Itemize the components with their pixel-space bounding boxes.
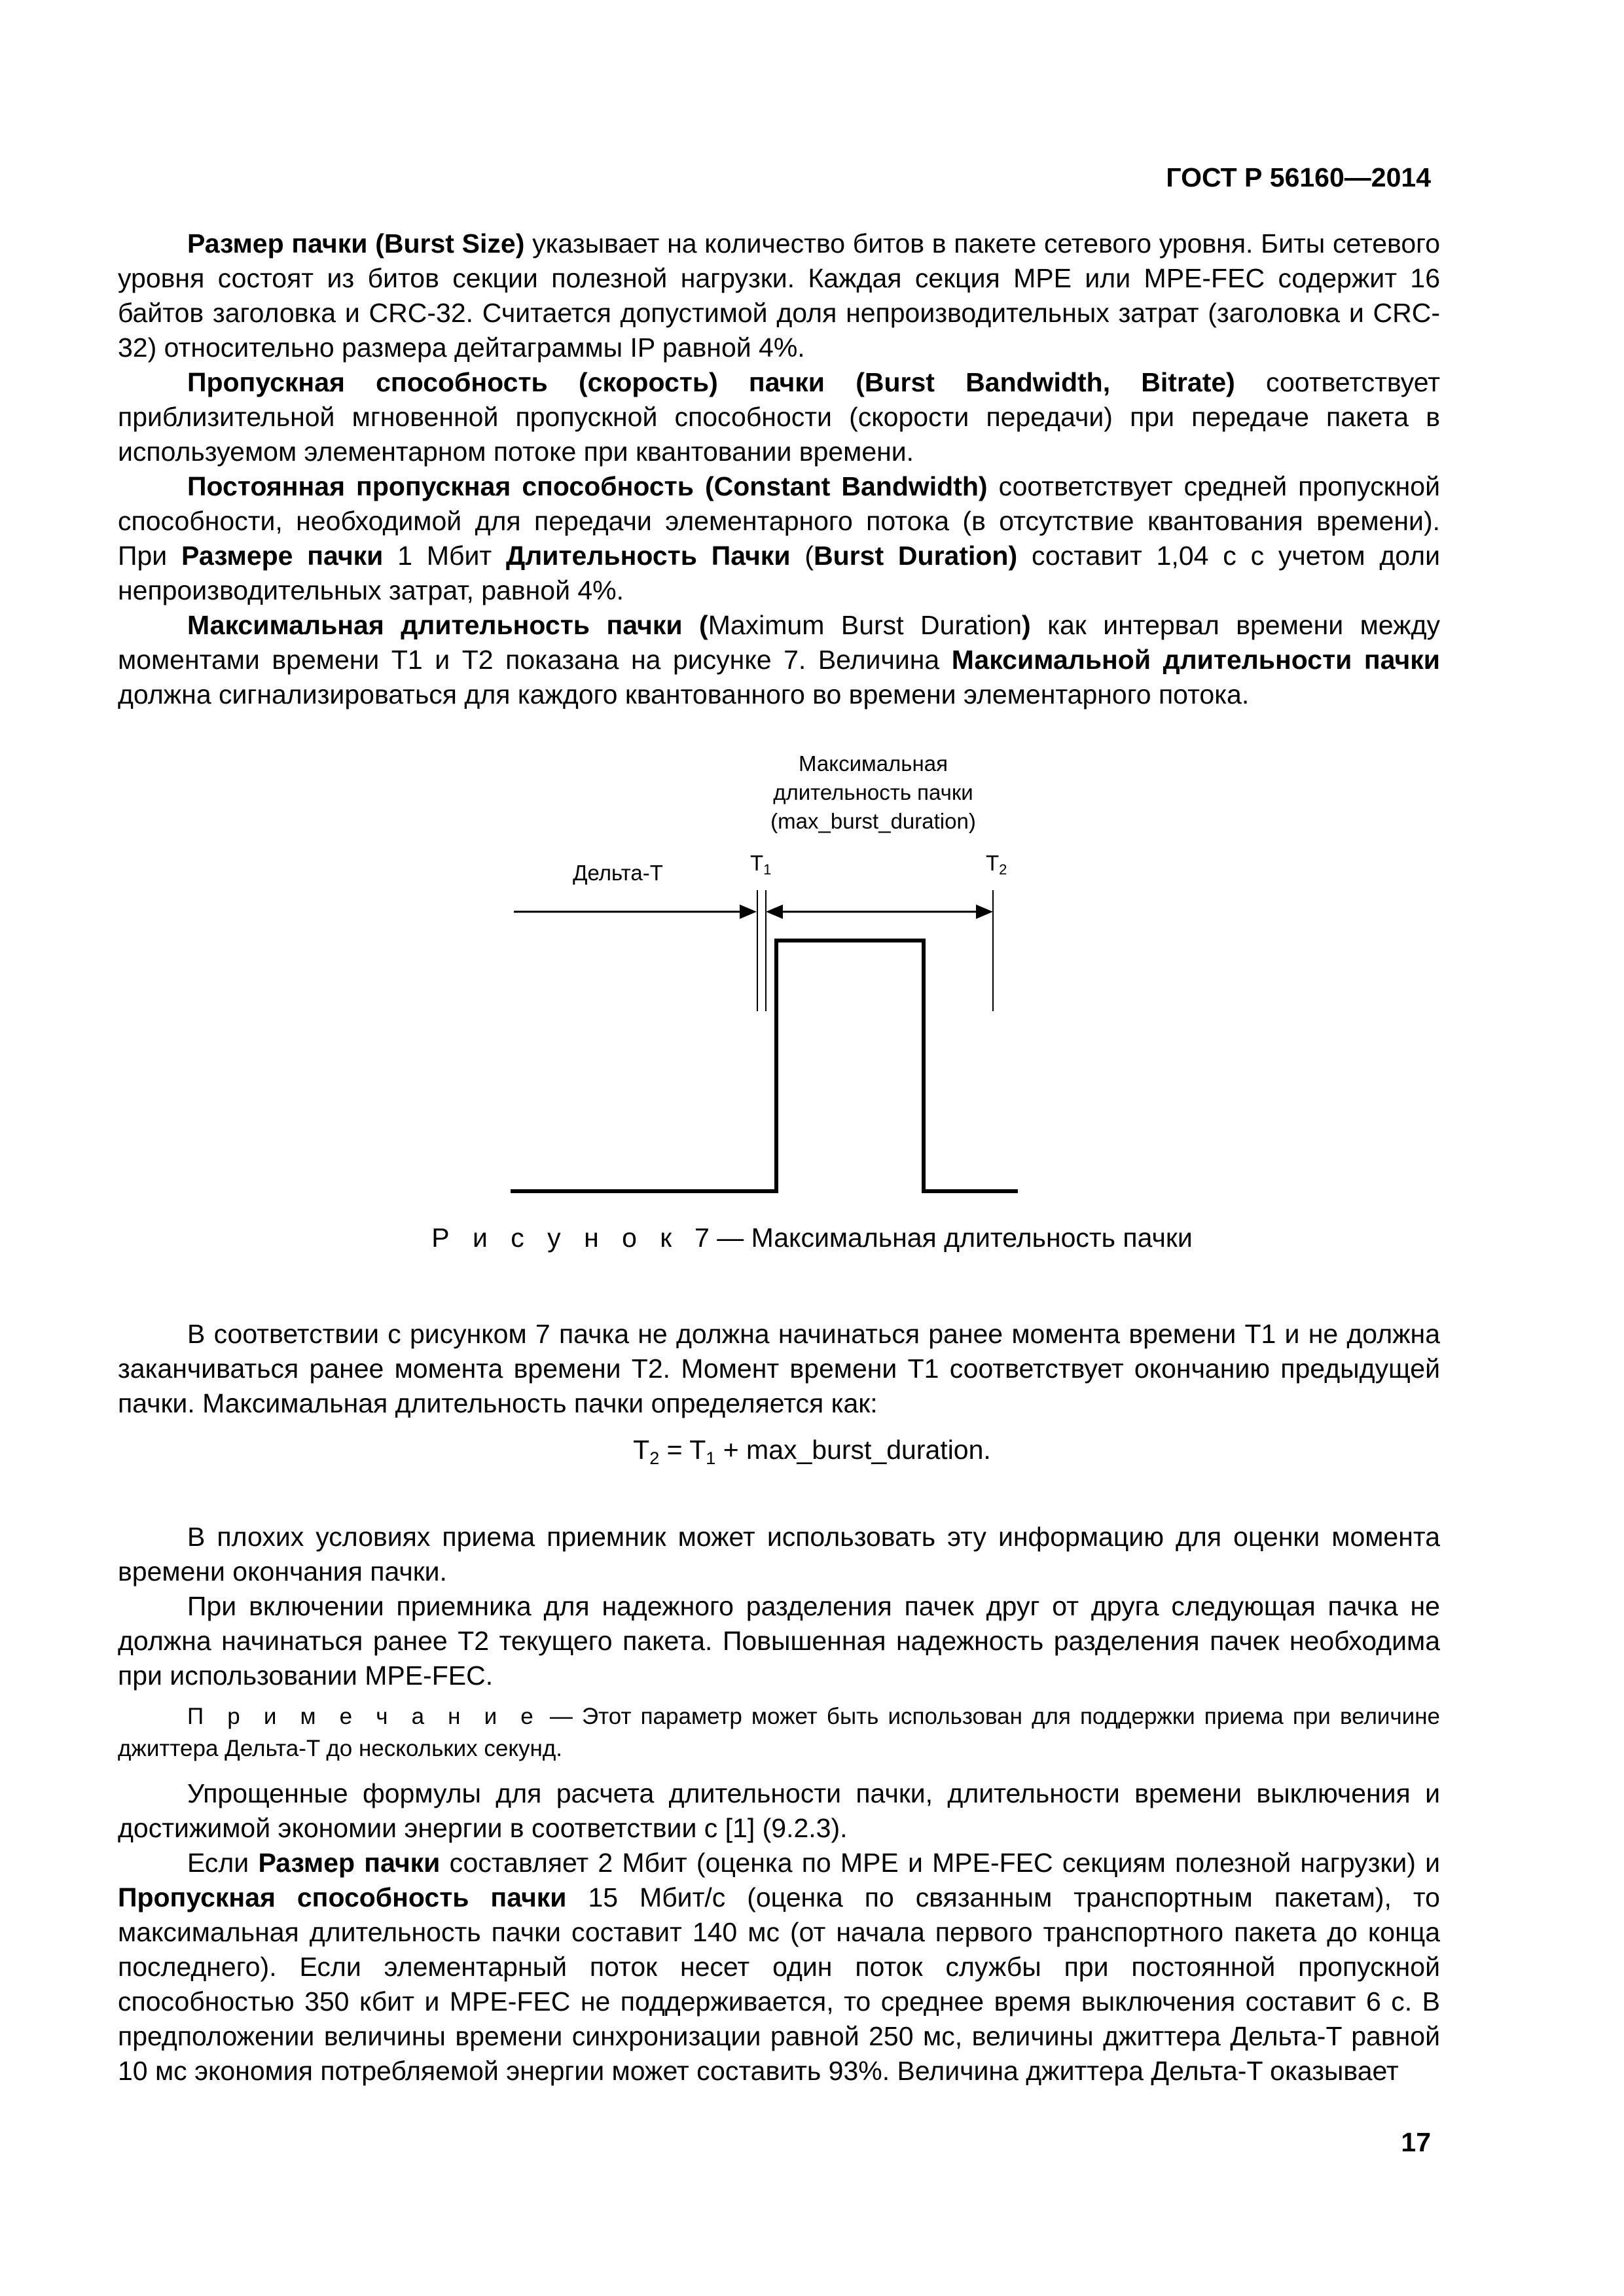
paragraph-burst-size: [118, 226, 1440, 365]
intro-section: [118, 226, 1440, 712]
term-max-burst-duration: Максимальная длительность пачки (: [187, 610, 708, 640]
after-figure-section: [118, 1317, 1440, 1421]
duration-arrowhead-right: [976, 905, 993, 919]
term-burst-bandwidth: Пропускная способность (скорость) пачки (Burst Bandwidth, Bitrate): [187, 367, 1235, 397]
paragraph-figure-explanation: В соответствии с рисунком 7 пачка не должна начинаться ранее момента времени T1 и не должна заканчиваться ранее момента времени T2. Момент времени T1 соответствует окончанию предыдущей пачки. Максимальная длительность пачки определяется как:: [118, 1319, 1440, 1418]
paragraph-bad-reception: В плохих условиях приема приемник может использовать эту информацию для оценки момента времени окончания пачки.: [118, 1522, 1440, 1587]
paragraph-text: указывает на количество битов в пакете сетевого уровня. Биты сетевого уровня состоят из битов секции полезной нагрузки. Каждая секция MPE или MPE-FEC содержит 16 байтов заголовка и CRC-32. Считается допустимой доля непроизводительных затрат (заголовка и CRC-32) относительно размера дейтаграммы IP равной 4%.: [118, 228, 1440, 363]
term-max-burst-duration-ref: Максимальной длительности пачки: [951, 645, 1440, 675]
caption-text: — Максимальная длительность пачки: [709, 1223, 1193, 1253]
paragraph-constant-bandwidth: [118, 469, 1440, 608]
note-label: П р и м е ч а н и е: [187, 1704, 541, 1729]
delta-t-arrowhead: [740, 905, 757, 919]
term-burst-duration-en: Burst Duration): [814, 541, 1018, 571]
caption-number: 7: [695, 1223, 710, 1253]
paragraph-text: соответствует средней пропускной способности, необходимой для передачи элементарного потока (в отсутствие квантования времени). При: [118, 471, 1441, 571]
term-constant-bandwidth: Постоянная пропускная способность (Constant Bandwidth): [187, 471, 988, 501]
paragraph-receiver-on: При включении приемника для надежного разделения пачек друг от друга следующая пачка не должна начинаться ранее T2 текущего пакета. Повышенная надежность разделения пачек необходима при использовании MPE-FEC.: [118, 1591, 1440, 1691]
t1-label: T1: [750, 851, 772, 878]
paragraph-text: соответствует приблизительной мгновенной пропускной способности (скорости передачи) при передаче пакета в используемом элементарном потоке при квантовании времени.: [118, 367, 1440, 467]
formula: $T_2 = T_1$ + max_burst_duration.: [633, 1435, 991, 1468]
paragraph-text: составит 1,04 с с учетом доли непроизводительных затрат, равной 4%.: [118, 541, 1440, 605]
paragraph-text: как интервал времени между моментами времени T1 и T2 показана на рисунке 7. Величина: [118, 610, 1441, 675]
term-burst-size-ref: Размере пачки: [181, 541, 384, 571]
caption-prefix: Р и с у н о к: [431, 1223, 680, 1253]
paragraph-burst-bandwidth: [118, 365, 1440, 469]
term-burst-duration: Длительность Пачки: [505, 541, 791, 571]
note-text: — Этот параметр может быть использован для поддержки приема при величине джиттера Дельта-T до нескольких секунд.: [118, 1704, 1440, 1761]
t2-label: T2: [986, 851, 1007, 878]
page-number: 17: [1401, 2127, 1431, 2157]
term-close-paren: ): [1022, 610, 1031, 640]
burst-pulse-waveform: [511, 941, 1018, 1191]
paragraph-simplified-formulas: Упрощенные формулы для расчета длительности пачки, длительности времени выключения и достижимой экономии энергии в соответствии с [1] (9.2.3).: [118, 1778, 1440, 1843]
tail-section: [118, 1776, 1440, 2089]
delta-t-label: Дельта-T: [573, 861, 663, 885]
paragraph-text: должна сигнализироваться для каждого квантованного во времени элементарного потока.: [118, 679, 1250, 709]
figure-label-line3: (max_burst_duration): [770, 809, 976, 833]
document-header: ГОСТ Р 56160—2014: [1166, 162, 1431, 192]
note: [118, 1700, 1440, 1765]
paragraph-text: (: [790, 541, 814, 571]
term-burst-size: Размер пачки (Burst Size): [187, 228, 525, 259]
paragraph-example: Если Размер пачки составляет 2 Мбит (оценка по MPE и MPE-FEC секциям полезной нагрузки) и Пропускная способность пачки 15 Мбит/с (оценка по связанным транспортным пакетам), то максимальная длительность пачки составит 140 мс (от начала первого транспортного пакета до конца последнего). Если элементарный поток несет один поток службы при постоянной пропускной способностью 350 кбит и MPE-FEC не поддерживается, то среднее время выключения составит 6 с. В предположении величины времени синхронизации равной 250 мс, величины джиттера Дельта-T равной 10 мс экономия потребляемой энергии может составить 93%. Величина джиттера Дельта-T оказывает: [118, 1848, 1441, 2086]
paragraph-max-burst-duration: [118, 608, 1440, 712]
term-max-burst-duration-en: Maximum Burst Duration: [708, 610, 1022, 640]
duration-arrowhead-left: [766, 905, 783, 919]
figure-label-line2: длительность пачки: [773, 780, 973, 804]
term-burst-bandwidth-example: Пропускная способность пачки: [118, 1882, 567, 1912]
figure-label-line1: Максимальная: [799, 751, 948, 776]
term-burst-size-example: Размер пачки: [258, 1848, 441, 1878]
paragraph-text: 1 Мбит: [383, 541, 506, 571]
figure-caption: [0, 1223, 1624, 1253]
after-formula-section: [118, 1520, 1440, 1693]
